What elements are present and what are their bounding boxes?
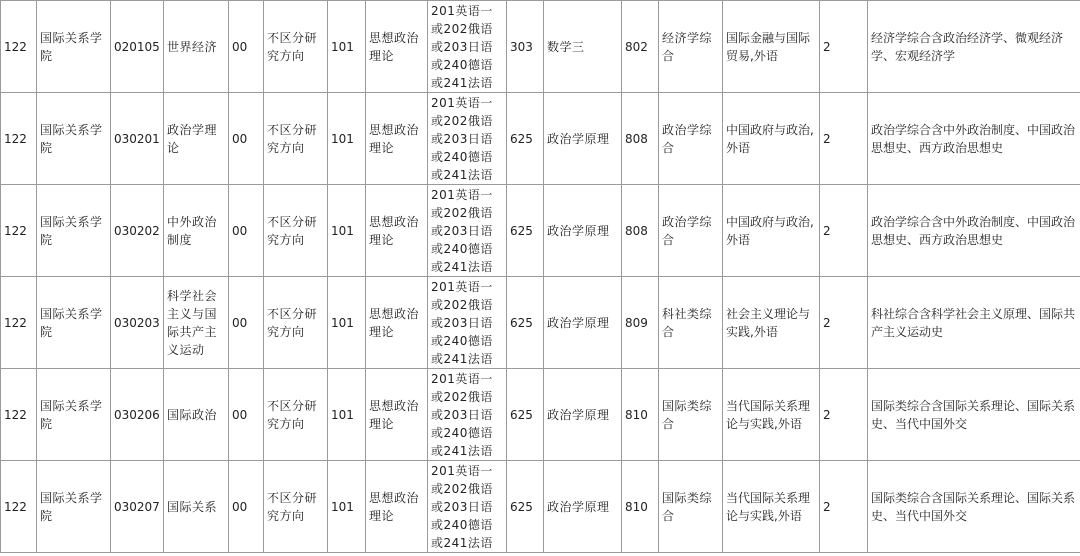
enrollment-count: 2: [820, 93, 868, 185]
direction-code: 00: [229, 185, 264, 277]
direction-code: 00: [229, 277, 264, 369]
enrollment-count: 2: [820, 369, 868, 461]
enrollment-count: 2: [820, 461, 868, 553]
retest-subjects: 社会主义理论与实践,外语: [723, 277, 820, 369]
major-name: 世界经济: [164, 1, 229, 93]
college-code: 122: [1, 277, 37, 369]
table-row: [1, 1, 1080, 93]
retest-subjects: 中国政府与政治,外语: [723, 185, 820, 277]
major-name: 国际关系: [164, 461, 229, 553]
exam3-name: 政治学原理: [544, 185, 622, 277]
exam4-name: 经济学综合: [659, 1, 723, 93]
politics-exam-code: 101: [328, 1, 366, 93]
foreign-language-exam: 201英语一或202俄语或203日语或240德语或241法语: [428, 277, 507, 369]
politics-exam: 思想政治理论: [366, 93, 428, 185]
major-code: 030207: [111, 461, 164, 553]
research-direction: 不区分研究方向: [264, 369, 328, 461]
exam3-name: 政治学原理: [544, 277, 622, 369]
college-name: 国际关系学院: [37, 369, 111, 461]
table-row: [1, 461, 1080, 553]
exam3-code: 625: [507, 185, 544, 277]
exam4-code: 809: [622, 277, 659, 369]
politics-exam-code: 101: [328, 369, 366, 461]
retest-subjects: 中国政府与政治,外语: [723, 93, 820, 185]
major-code: 030203: [111, 277, 164, 369]
college-code: 122: [1, 185, 37, 277]
exam4-code: 810: [622, 461, 659, 553]
direction-code: 00: [229, 1, 264, 93]
college-code: 122: [1, 1, 37, 93]
exam4-name: 国际类综合: [659, 461, 723, 553]
enrollment-count: 2: [820, 277, 868, 369]
retest-subjects: 当代国际关系理论与实践,外语: [723, 461, 820, 553]
major-code: 030201: [111, 93, 164, 185]
exam-notes: 政治学综合含中外政治制度、中国政治思想史、西方政治思想史: [868, 185, 1080, 277]
exam3-name: 政治学原理: [544, 461, 622, 553]
exam3-code: 625: [507, 277, 544, 369]
college-code: 122: [1, 93, 37, 185]
college-name: 国际关系学院: [37, 93, 111, 185]
table-row: [1, 369, 1080, 461]
table-row: [1, 185, 1080, 277]
research-direction: 不区分研究方向: [264, 277, 328, 369]
exam4-code: 808: [622, 93, 659, 185]
exam-notes: 经济学综合含政治经济学、微观经济学、宏观经济学: [868, 1, 1080, 93]
foreign-language-exam: 201英语一或202俄语或203日语或240德语或241法语: [428, 369, 507, 461]
foreign-language-exam: 201英语一或202俄语或203日语或240德语或241法语: [428, 93, 507, 185]
exam4-name: 国际类综合: [659, 369, 723, 461]
major-code: 020105: [111, 1, 164, 93]
college-name: 国际关系学院: [37, 1, 111, 93]
exam4-name: 政治学综合: [659, 185, 723, 277]
college-name: 国际关系学院: [37, 461, 111, 553]
exam3-code: 625: [507, 93, 544, 185]
major-code: 030202: [111, 185, 164, 277]
exam-notes: 国际类综合含国际关系理论、国际关系史、当代中国外交: [868, 461, 1080, 553]
politics-exam: 思想政治理论: [366, 1, 428, 93]
exam4-name: 政治学综合: [659, 93, 723, 185]
table-row: [1, 277, 1080, 369]
politics-exam-code: 101: [328, 93, 366, 185]
research-direction: 不区分研究方向: [264, 1, 328, 93]
politics-exam: 思想政治理论: [366, 277, 428, 369]
major-code: 030206: [111, 369, 164, 461]
politics-exam-code: 101: [328, 185, 366, 277]
exam3-name: 政治学原理: [544, 93, 622, 185]
major-name: 科学社会主义与国际共产主义运动: [164, 277, 229, 369]
direction-code: 00: [229, 461, 264, 553]
research-direction: 不区分研究方向: [264, 185, 328, 277]
foreign-language-exam: 201英语一或202俄语或203日语或240德语或241法语: [428, 185, 507, 277]
college-name: 国际关系学院: [37, 185, 111, 277]
exam4-code: 802: [622, 1, 659, 93]
research-direction: 不区分研究方向: [264, 93, 328, 185]
exam-notes: 政治学综合含中外政治制度、中国政治思想史、西方政治思想史: [868, 93, 1080, 185]
foreign-language-exam: 201英语一或202俄语或203日语或240德语或241法语: [428, 1, 507, 93]
college-code: 122: [1, 369, 37, 461]
exam4-code: 808: [622, 185, 659, 277]
exam-notes: 国际类综合含国际关系理论、国际关系史、当代中国外交: [868, 369, 1080, 461]
politics-exam: 思想政治理论: [366, 185, 428, 277]
politics-exam: 思想政治理论: [366, 461, 428, 553]
major-name: 中外政治制度: [164, 185, 229, 277]
table-row: [1, 93, 1080, 185]
exam3-code: 303: [507, 1, 544, 93]
retest-subjects: 国际金融与国际贸易,外语: [723, 1, 820, 93]
direction-code: 00: [229, 93, 264, 185]
politics-exam: 思想政治理论: [366, 369, 428, 461]
exam3-code: 625: [507, 461, 544, 553]
exam4-code: 810: [622, 369, 659, 461]
enrollment-count: 2: [820, 185, 868, 277]
major-name: 政治学理论: [164, 93, 229, 185]
politics-exam-code: 101: [328, 277, 366, 369]
exam3-name: 数学三: [544, 1, 622, 93]
table-body: [1, 1, 1080, 553]
research-direction: 不区分研究方向: [264, 461, 328, 553]
retest-subjects: 当代国际关系理论与实践,外语: [723, 369, 820, 461]
exam-notes: 科社综合含科学社会主义原理、国际共产主义运动史: [868, 277, 1080, 369]
direction-code: 00: [229, 369, 264, 461]
politics-exam-code: 101: [328, 461, 366, 553]
exam4-name: 科社类综合: [659, 277, 723, 369]
college-name: 国际关系学院: [37, 277, 111, 369]
exam3-code: 625: [507, 369, 544, 461]
college-code: 122: [1, 461, 37, 553]
exam3-name: 政治学原理: [544, 369, 622, 461]
foreign-language-exam: 201英语一或202俄语或203日语或240德语或241法语: [428, 461, 507, 553]
enrollment-count: 2: [820, 1, 868, 93]
major-name: 国际政治: [164, 369, 229, 461]
